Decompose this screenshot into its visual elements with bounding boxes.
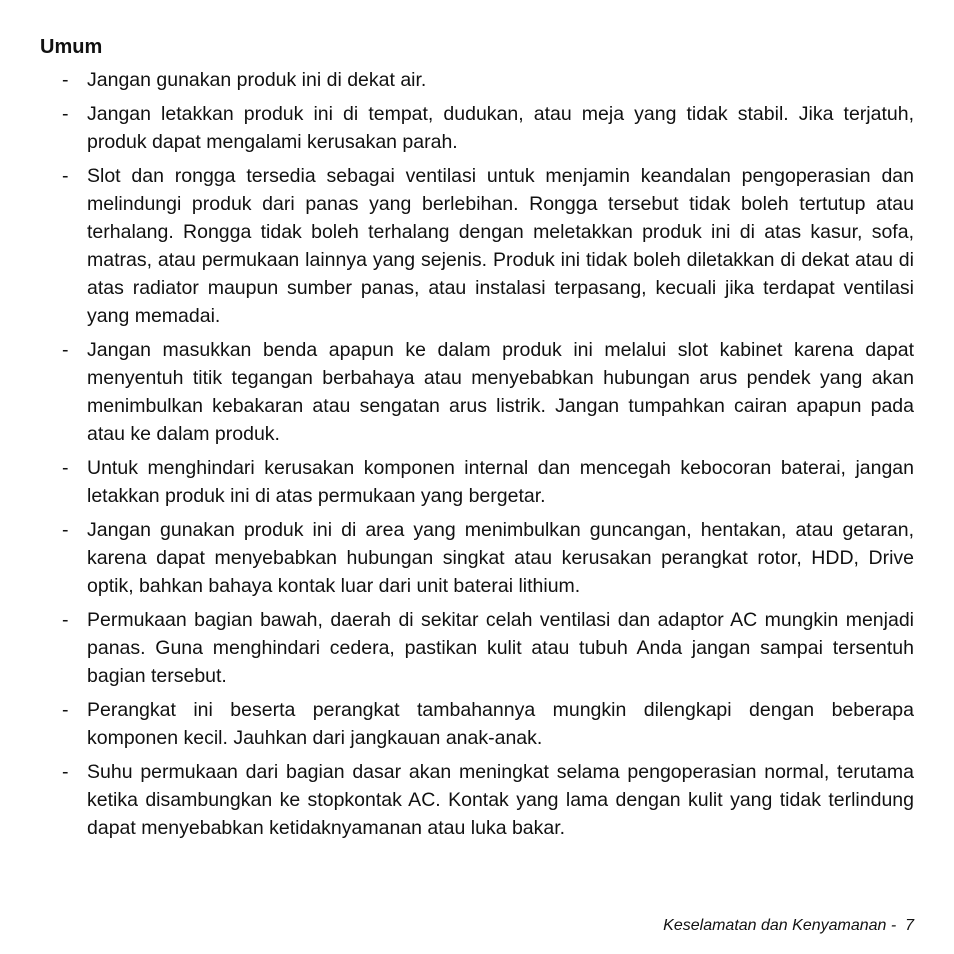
list-item — [62, 516, 914, 600]
list-item-text: Untuk menghindari kerusakan komponen internal dan mencegah kebocoran baterai, jangan letakkan produk ini di atas permukaan yang bergetar. — [87, 457, 914, 507]
bullet-dash: - — [62, 103, 69, 125]
list-item — [62, 758, 914, 842]
bullet-dash: - — [62, 339, 69, 361]
list-item-text: Jangan letakkan produk ini di tempat, dudukan, atau meja yang tidak stabil. Jika terjatuh, produk dapat mengalami kerusakan parah. — [87, 103, 914, 153]
list-item — [62, 162, 914, 330]
bullet-dash: - — [62, 165, 69, 187]
bullet-dash: - — [62, 699, 69, 721]
bullet-dash: - — [62, 761, 69, 783]
bullet-dash: - — [62, 69, 69, 91]
bullet-dash: - — [62, 457, 69, 479]
list-item — [62, 606, 914, 690]
list-item — [62, 100, 914, 156]
page-footer: Keselamatan dan Kenyamanan - 7 — [663, 917, 914, 934]
list-item — [62, 454, 914, 510]
bullet-list — [62, 66, 914, 848]
list-item-text: Jangan masukkan benda apapun ke dalam produk ini melalui slot kabinet karena dapat menyentuh titik tegangan berbahaya atau menyebabkan hubungan arus pendek yang akan menimbulkan kebakaran atau sengatan arus listrik. Jangan tumpahkan cairan apapun pada atau ke dalam produk. — [87, 339, 914, 445]
list-item-text: Suhu permukaan dari bagian dasar akan meningkat selama pengoperasian normal, terutama ketika disambungkan ke stopkontak AC. Kontak yang lama dengan kulit yang tidak terlindung dapat menyebabkan ketidaknyamanan atau luka bakar. — [87, 761, 914, 839]
list-item-text: Perangkat ini beserta perangkat tambahannya mungkin dilengkapi dengan beberapa komponen kecil. Jauhkan dari jangkauan anak-anak. — [87, 699, 914, 749]
list-item — [62, 336, 914, 448]
section-title: Umum — [40, 36, 103, 58]
list-item-text: Slot dan rongga tersedia sebagai ventilasi untuk menjamin keandalan pengoperasian dan melindungi produk dari panas yang berlebihan. Rongga tersebut tidak boleh tertutup atau terhalang. Rongga tidak boleh terhalang dengan meletakkan produk ini di atas kasur, sofa, matras, atau permukaan lainnya yang sejenis. Produk ini tidak boleh diletakkan di dekat atau di atas radiator maupun sumber panas, atau instalasi terpasang, kecuali jika terdapat ventilasi yang memadai. — [87, 165, 914, 327]
list-item-text: Jangan gunakan produk ini di dekat air. — [87, 69, 427, 91]
bullet-dash: - — [62, 609, 69, 631]
list-item-text: Jangan gunakan produk ini di area yang menimbulkan guncangan, hentakan, atau getaran, karena dapat menyebabkan hubungan singkat atau kerusakan perangkat rotor, HDD, Drive optik, bahkan bahaya kontak luar dari unit baterai lithium. — [87, 519, 914, 597]
list-item — [62, 66, 914, 94]
list-item-text: Permukaan bagian bawah, daerah di sekitar celah ventilasi dan adaptor AC mungkin menjadi panas. Guna menghindari cedera, pastikan kulit atau tubuh Anda jangan sampai tersentuh bagian tersebut. — [87, 609, 914, 687]
list-item — [62, 696, 914, 752]
bullet-dash: - — [62, 519, 69, 541]
